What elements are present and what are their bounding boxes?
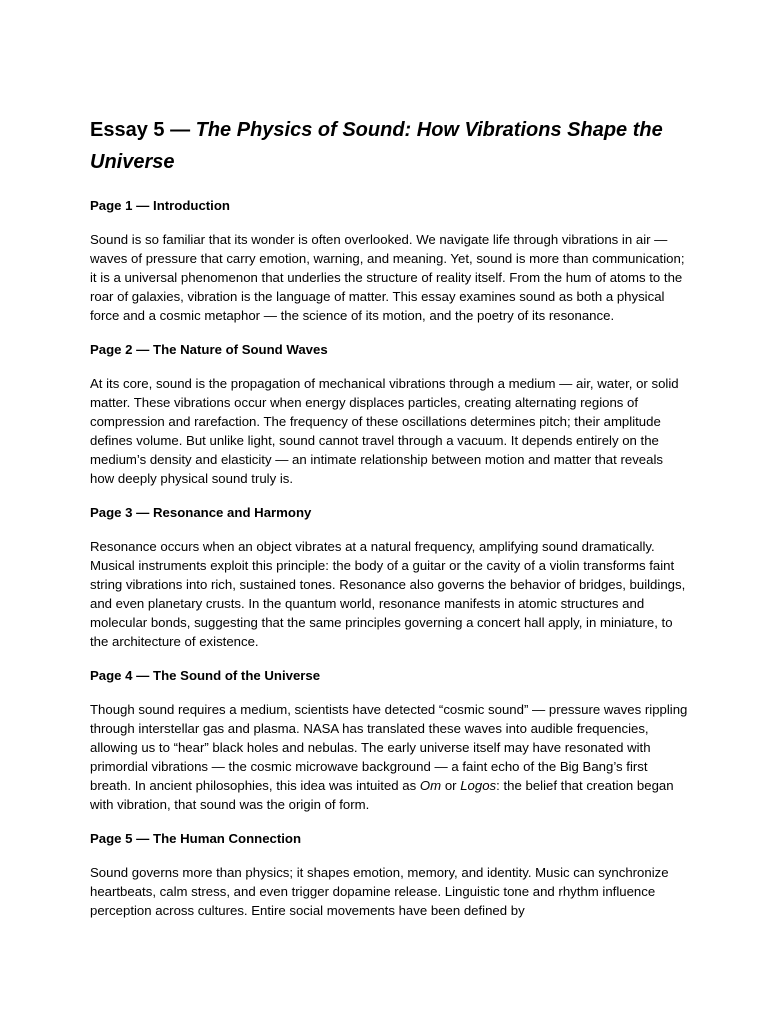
universe-term-logos: Logos bbox=[460, 778, 497, 793]
essay-title bbox=[90, 114, 690, 178]
section-heading-resonance: Page 3 — Resonance and Harmony bbox=[90, 505, 312, 520]
section-body-resonance: Resonance occurs when an object vibrates at a natural frequency, amplifying sound dramatically. Musical instruments exploit this principle: the body of a guitar or the cavity of a violin transforms faint string vibrations into rich, sustained tones. Resonance also governs the behavior of bridges, buildings, and even planetary crusts. In the quantum world, resonance manifests in atomic structures and molecular bonds, suggesting that the same principles governing a concert hall apply, in miniature, to the architecture of existence. bbox=[90, 539, 686, 649]
universe-body-part2: : the belief that creation began with vibration, that sound was the origin of form. bbox=[90, 778, 674, 812]
section-body-universe bbox=[90, 700, 690, 814]
essay-title-italic: The Physics of Sound: How Vibrations Shape the Universe bbox=[90, 119, 663, 173]
section-heading-human-connection: Page 5 — The Human Connection bbox=[90, 831, 302, 846]
universe-body-joiner: or bbox=[441, 778, 461, 793]
document-page bbox=[90, 114, 690, 935]
section-body-sound-waves: At its core, sound is the propagation of mechanical vibrations through a medium — air, water, or solid matter. These vibrations occur when energy displaces particles, creating alternating regions of compression and rarefaction. The frequency of these oscillations determines pitch; their amplitude defines volume. But unlike light, sound cannot travel through a vacuum. It depends entirely on the medium’s density and elasticity — an intimate relationship between motion and matter that reveals how deeply physical sound truly is. bbox=[90, 376, 679, 486]
essay-title-prefix: Essay 5 — bbox=[90, 119, 196, 141]
section-heading-universe: Page 4 — The Sound of the Universe bbox=[90, 668, 321, 683]
section-body-introduction: Sound is so familiar that its wonder is often overlooked. We navigate life through vibrations in air — waves of pressure that carry emotion, warning, and meaning. Yet, sound is more than communication; it is a universal phenomenon that underlies the structure of reality itself. From the hum of atoms to the roar of galaxies, vibration is the language of matter. This essay examines sound as both a physical force and a cosmic metaphor — the science of its motion, and the poetry of its resonance. bbox=[90, 232, 685, 323]
universe-body-part1: Though sound requires a medium, scientists have detected “cosmic sound” — pressure waves rippling through interstellar gas and plasma. NASA has translated these waves into audible frequencies, allowing us to “hear” black holes and nebulas. The early universe itself may have resonated with primordial vibrations — the cosmic microwave background — a faint echo of the Big Bang’s first breath. In ancient philosophies, this idea was intuited as bbox=[90, 702, 688, 793]
section-heading-sound-waves: Page 2 — The Nature of Sound Waves bbox=[90, 342, 328, 357]
section-heading-introduction: Page 1 — Introduction bbox=[90, 198, 230, 213]
section-body-human-connection: Sound governs more than physics; it shapes emotion, memory, and identity. Music can synchronize heartbeats, calm stress, and even trigger dopamine release. Linguistic tone and rhythm influence perception across cultures. Entire social movements have been defined by bbox=[90, 865, 669, 918]
universe-term-om: Om bbox=[419, 778, 442, 793]
